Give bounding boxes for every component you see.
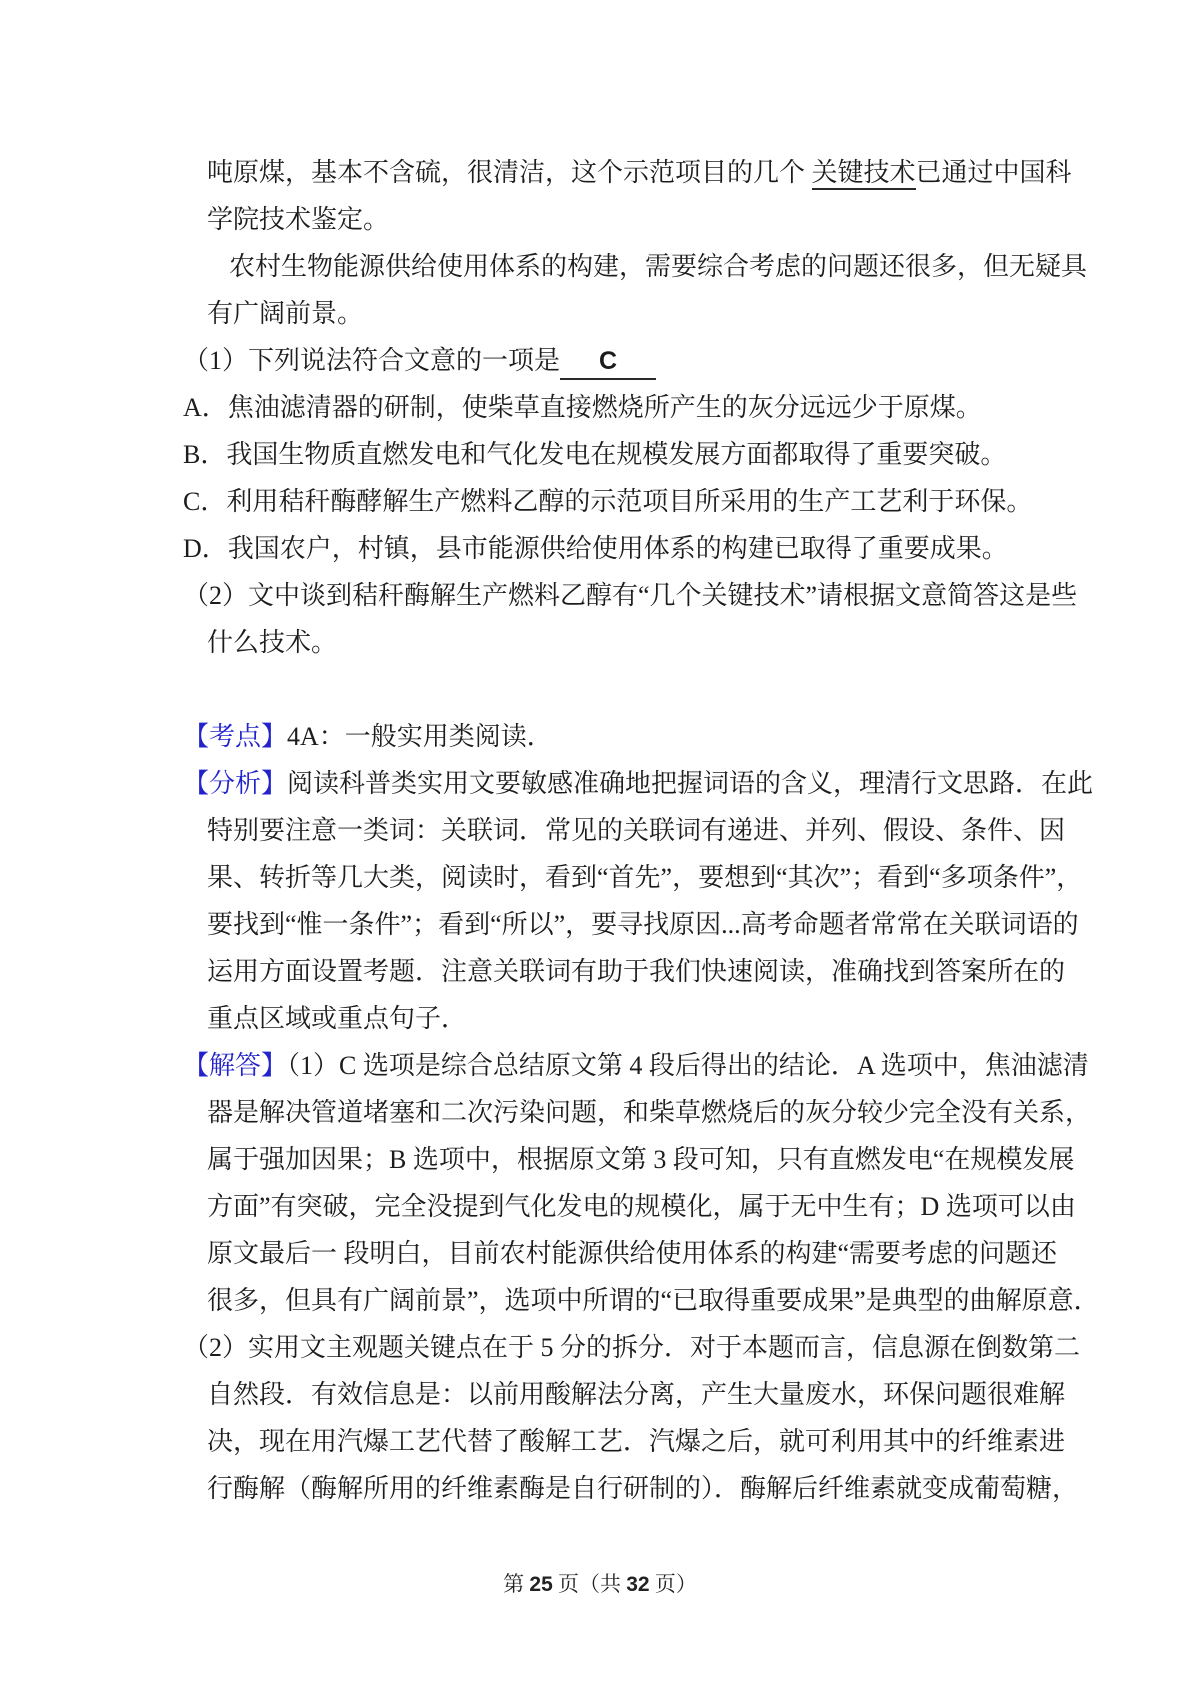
text-line — [183, 619, 1143, 666]
section-label: 【分析】 — [183, 769, 288, 798]
line-text: A．焦油滤清器的研制，使柴草直接燃烧所产生的灰分远远少于原煤。 — [183, 393, 982, 422]
text-line — [183, 149, 1143, 196]
text-line — [183, 995, 1143, 1042]
line-text: 什么技术。 — [207, 628, 338, 657]
text-line — [183, 572, 1143, 619]
section-label: 【解答】 — [183, 1051, 288, 1080]
text-line — [183, 337, 1143, 384]
line-text: 农村生物能源供给使用体系的构建，需要综合考虑的问题还很多，但无疑具 — [229, 252, 1088, 281]
line-text: 果、转折等几大类，阅读时，看到“首先”，要想到“其次”；看到“多项条件”， — [207, 863, 1083, 892]
text-line — [183, 525, 1143, 572]
text-line — [183, 1089, 1143, 1136]
text-line — [183, 1277, 1143, 1324]
text-line — [183, 760, 1143, 807]
page-number: 25 — [529, 1573, 553, 1596]
text-line — [183, 1371, 1143, 1418]
text-line — [183, 1230, 1143, 1277]
underlined-term: 关键技术 — [812, 158, 916, 190]
answer-blank: C — [560, 344, 656, 380]
line-text: （2）文中谈到秸秆酶解生产燃料乙醇有“几个关键技术”请根据文意简答这是些 — [183, 581, 1078, 610]
document-body — [183, 149, 1143, 1512]
line-text: 决，现在用汽爆工艺代替了酸解工艺．汽爆之后，就可利用其中的纤维素进 — [207, 1427, 1066, 1456]
line-text: 自然段．有效信息是：以前用酸解法分离，产生大量废水，环保问题很难解 — [207, 1380, 1066, 1409]
line-text: （1）下列说法符合文意的一项是 — [183, 346, 561, 375]
text-line — [183, 431, 1143, 478]
blank-line — [183, 666, 1143, 713]
line-text: 学院技术鉴定。 — [207, 205, 390, 234]
line-text: 特别要注意一类词：关联词．常见的关联词有递进、并列、假设、条件、因 — [207, 816, 1066, 845]
text-line — [183, 1183, 1143, 1230]
footer-middle: 页（共 — [552, 1572, 627, 1596]
footer-suffix: 页） — [649, 1572, 697, 1596]
section-label: 【考点】 — [183, 722, 288, 751]
line-text: 器是解决管道堵塞和二次污染问题，和柴草燃烧后的灰分较少完全没有关系， — [207, 1098, 1092, 1127]
text-line — [183, 854, 1143, 901]
line-text: 重点区域或重点句子． — [207, 1004, 468, 1033]
line-text: 运用方面设置考题．注意关联词有助于我们快速阅读，准确找到答案所在的 — [207, 957, 1066, 986]
line-text: 方面”有突破，完全没提到气化发电的规模化，属于无中生有；D 选项可以由 — [207, 1192, 1076, 1221]
line-text: D．我国农户，村镇，县市能源供给使用体系的构建已取得了重要成果。 — [183, 534, 1008, 563]
text-line — [183, 243, 1143, 290]
text-line — [183, 807, 1143, 854]
total-pages: 32 — [626, 1573, 650, 1596]
line-text: 很多，但具有广阔前景”，选项中所谓的“已取得重要成果”是典型的曲解原意． — [207, 1286, 1100, 1315]
line-text: 属于强加因果；B 选项中，根据原文第 3 段可知，只有直燃发电“在规模发展 — [207, 1145, 1075, 1174]
line-text: C．利用秸秆酶酵解生产燃料乙醇的示范项目所采用的生产工艺利于环保。 — [183, 487, 1033, 516]
page-footer — [0, 1568, 1200, 1598]
line-text: 要找到“惟一条件”；看到“所以”，要寻找原因...高考命题者常常在关联词语的 — [207, 910, 1079, 939]
text-line — [183, 1136, 1143, 1183]
text-line — [183, 290, 1143, 337]
footer-prefix: 第 — [503, 1572, 530, 1596]
line-text: （1）C 选项是综合总结原文第 4 段后得出的结论．A 选项中，焦油滤清 — [287, 1051, 1089, 1080]
text-line — [183, 1324, 1143, 1371]
line-text: 阅读科普类实用文要敏感准确地把握词语的含义，理清行文思路．在此 — [287, 769, 1094, 798]
text-line — [183, 713, 1143, 760]
text-line — [183, 384, 1143, 431]
line-text: 行酶解（酶解所用的纤维素酶是自行研制的）．酶解后纤维素就变成葡萄糖， — [207, 1474, 1079, 1503]
text-line — [183, 1418, 1143, 1465]
text-line — [183, 1042, 1143, 1089]
line-text: （2）实用文主观题关键点在于 5 分的拆分．对于本题而言，信息源在倒数第二 — [183, 1333, 1081, 1362]
text-line — [183, 901, 1143, 948]
text-line — [183, 1465, 1143, 1512]
text-line — [183, 478, 1143, 525]
line-text: 有广阔前景。 — [207, 299, 364, 328]
line-text: 吨原煤，基本不含硫，很清洁，这个示范项目的几个 — [207, 158, 812, 187]
line-text: 已通过中国科 — [915, 158, 1072, 187]
text-line — [183, 948, 1143, 995]
text-line — [183, 196, 1143, 243]
line-text: 4A：一般实用类阅读． — [287, 722, 553, 751]
line-text: B．我国生物质直燃发电和气化发电在规模发展方面都取得了重要突破。 — [183, 440, 1007, 469]
line-text: 原文最后一 段明白，目前农村能源供给使用体系的构建“需要考虑的问题还 — [207, 1239, 1058, 1268]
